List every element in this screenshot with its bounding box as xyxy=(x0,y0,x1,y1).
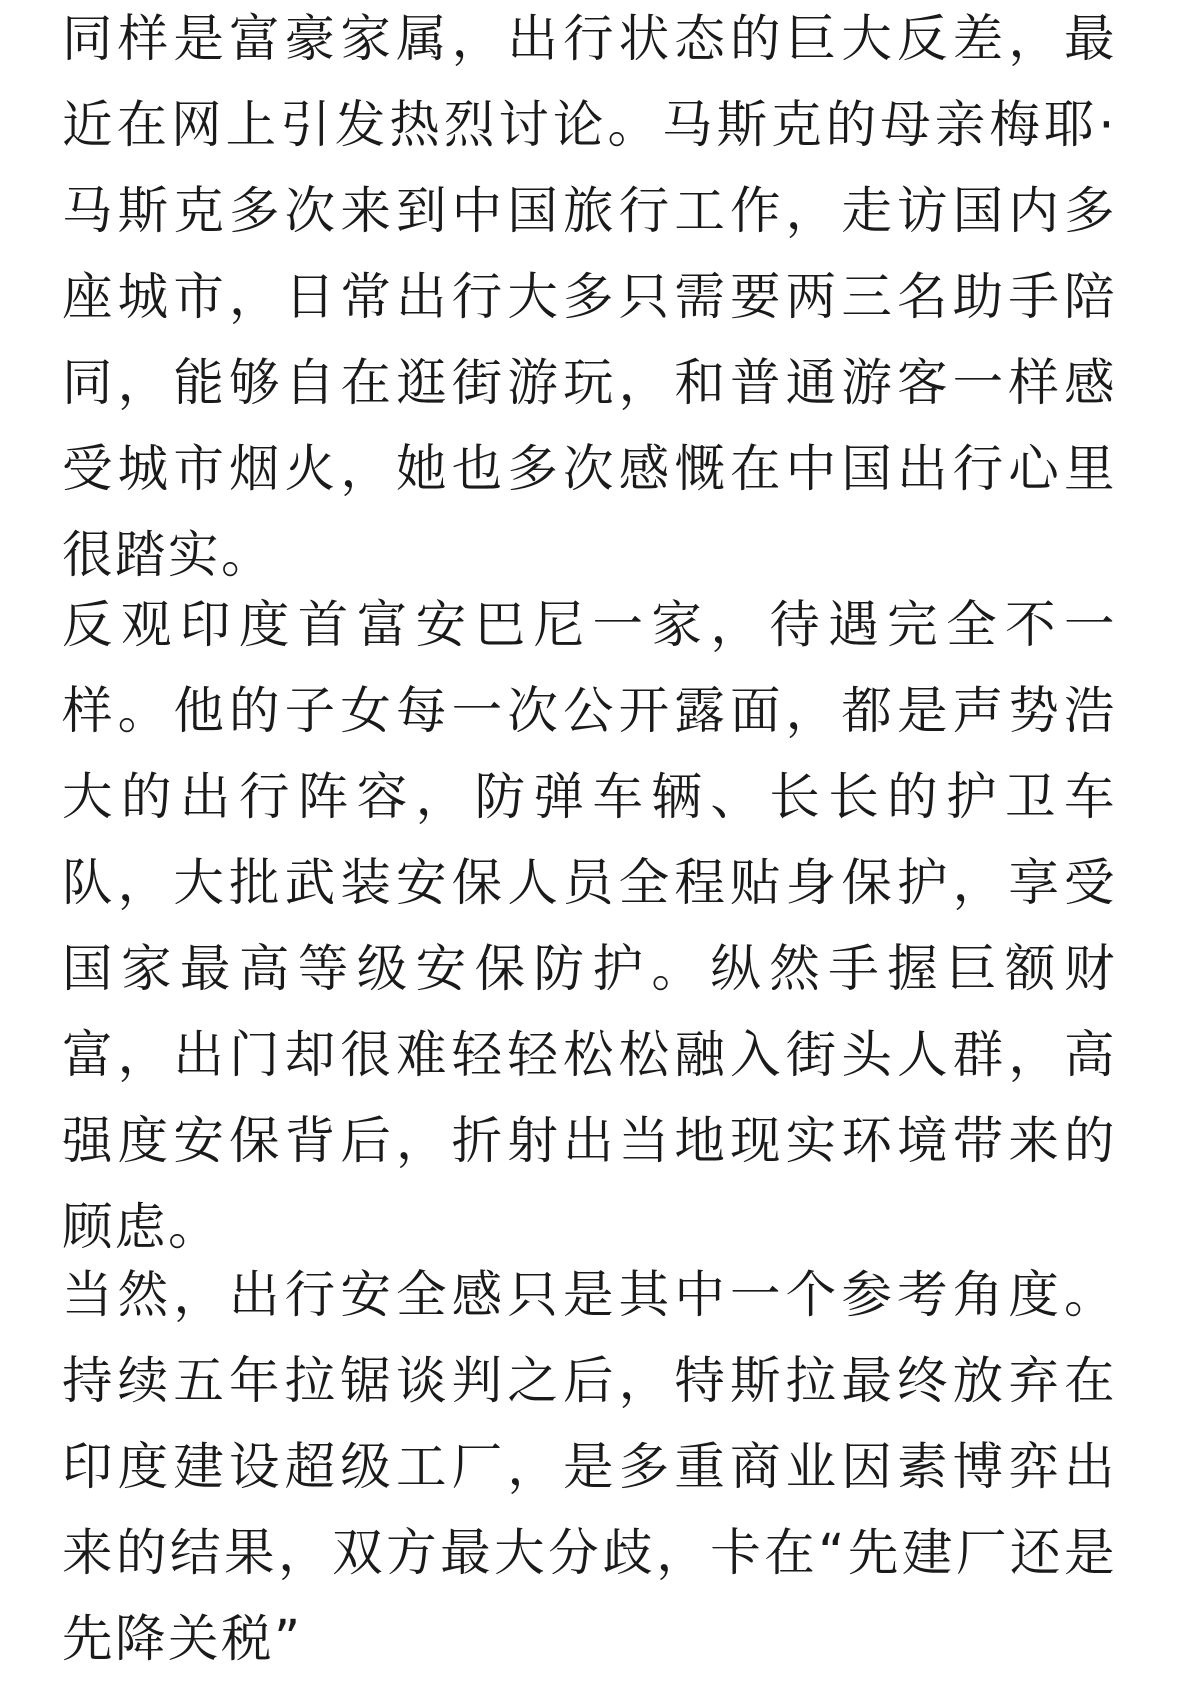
paragraph-2: 反观印度首富安巴尼一家，待遇完全不一样。他的子女每一次公开露面，都是声势浩大的出行阵容，防弹车辆、长长的护卫车队，大批武装安保人员全程贴身保护，享受国家最高等级安保防护。纵然手握巨额财富，出门却很难轻轻松松融入街头人群，高强度安保背后，折射出当地现实环境带来的顾虑。 xyxy=(62,595,1117,1256)
paragraph-3: 当然，出行安全感只是其中一个参考角度。持续五年拉锯谈判之后，特斯拉最终放弃在印度建设超级工厂，是多重商业因素博弈出来的结果，双方最大分歧，卡在“先建厂还是先降关税” xyxy=(62,1265,1117,1668)
paragraph-1: 同样是富豪家属，出行状态的巨大反差，最近在网上引发热烈讨论。马斯克的母亲梅耶·马斯克多次来到中国旅行工作，走访国内多座城市，日常出行大多只需要两三名助手陪同，能够自在逛街游玩，和普通游客一样感受城市烟火，她也多次感慨在中国出行心里很踏实。 xyxy=(62,9,1117,584)
